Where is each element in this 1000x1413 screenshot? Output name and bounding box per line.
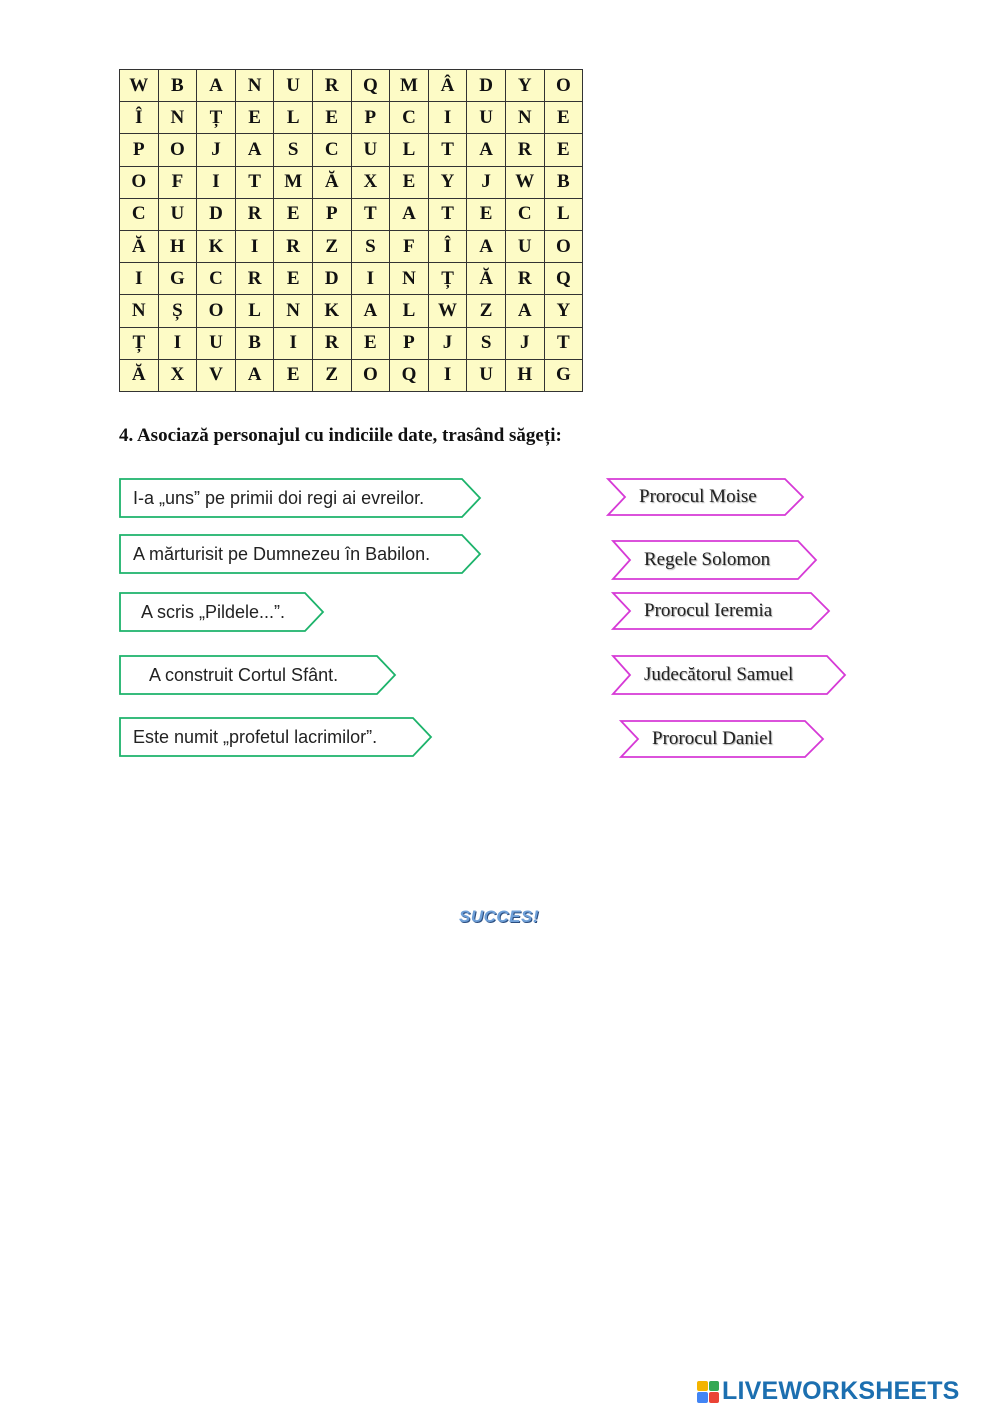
liveworksheets-logo [697,1377,960,1406]
grid-cell[interactable]: L [390,295,429,327]
grid-cell[interactable]: C [390,102,429,134]
grid-cell[interactable]: Q [351,70,390,102]
grid-cell[interactable]: W [428,295,467,327]
grid-cell[interactable]: O [158,134,197,166]
grid-cell[interactable]: X [158,359,197,391]
word-search-grid [119,69,583,392]
grid-cell[interactable]: N [158,102,197,134]
grid-cell[interactable]: P [390,327,429,359]
grid-cell[interactable]: R [505,263,544,295]
grid-cell[interactable]: J [428,327,467,359]
grid-cell[interactable]: J [197,134,236,166]
grid-cell[interactable]: Ă [120,359,159,391]
grid-cell[interactable]: Ă [312,166,351,198]
grid-row [120,134,583,166]
grid-cell[interactable]: Z [312,359,351,391]
grid-cell[interactable]: J [505,327,544,359]
grid-cell[interactable]: D [467,70,506,102]
grid-cell[interactable]: A [351,295,390,327]
grid-cell[interactable]: G [544,359,583,391]
person-text: Prorocul Moise [639,486,757,507]
grid-cell[interactable]: M [274,166,313,198]
grid-cell[interactable]: E [274,263,313,295]
grid-cell[interactable]: A [235,359,274,391]
grid-cell[interactable]: O [544,70,583,102]
grid-cell[interactable]: O [544,230,583,262]
grid-cell[interactable]: V [197,359,236,391]
grid-cell[interactable]: O [197,295,236,327]
grid-cell[interactable]: Q [390,359,429,391]
grid-cell[interactable]: R [274,230,313,262]
grid-cell[interactable]: A [235,134,274,166]
grid-cell[interactable]: K [312,295,351,327]
grid-cell[interactable]: E [312,102,351,134]
clue-text: A scris „Pildele...”. [141,601,286,622]
grid-cell[interactable]: Z [467,295,506,327]
grid-cell[interactable]: H [505,359,544,391]
grid-cell[interactable]: R [312,327,351,359]
grid-cell[interactable]: F [390,230,429,262]
grid-cell[interactable]: B [158,70,197,102]
person-text: Prorocul Ieremia [644,600,773,621]
grid-cell[interactable]: U [467,102,506,134]
grid-cell[interactable]: Â [428,70,467,102]
grid-cell[interactable]: Y [544,295,583,327]
grid-cell[interactable]: D [197,198,236,230]
grid-cell[interactable]: R [505,134,544,166]
grid-cell[interactable]: B [235,327,274,359]
grid-cell[interactable]: N [235,70,274,102]
grid-row [120,102,583,134]
clue-text: A mărturisit pe Dumnezeu în Babilon. [133,543,431,564]
grid-cell[interactable]: P [312,198,351,230]
grid-cell[interactable]: Y [505,70,544,102]
brand-name: LIVEWORKSHEETS [722,1377,960,1405]
grid-cell[interactable]: Ă [467,263,506,295]
grid-cell[interactable]: C [120,198,159,230]
grid-cell[interactable]: A [467,134,506,166]
person-text: Judecătorul Samuel [644,664,794,685]
grid-cell[interactable]: D [312,263,351,295]
person-tag-3[interactable] [612,592,830,630]
grid-cell[interactable]: M [390,70,429,102]
person-tag-1[interactable] [607,478,804,516]
grid-cell[interactable]: E [544,102,583,134]
grid-cell[interactable]: U [197,327,236,359]
grid-cell[interactable]: A [197,70,236,102]
grid-cell[interactable]: E [274,198,313,230]
grid-cell[interactable]: T [428,134,467,166]
grid-cell[interactable]: J [467,166,506,198]
clue-tag-3[interactable] [119,592,324,632]
grid-cell[interactable]: S [351,230,390,262]
grid-cell[interactable]: I [428,102,467,134]
grid-cell[interactable]: Î [428,230,467,262]
grid-cell[interactable]: Ț [428,263,467,295]
grid-cell[interactable]: O [351,359,390,391]
grid-cell[interactable]: E [544,134,583,166]
grid-cell[interactable]: E [467,198,506,230]
grid-cell[interactable]: T [428,198,467,230]
grid-cell[interactable]: N [120,295,159,327]
grid-cell[interactable]: A [390,198,429,230]
grid-cell[interactable]: P [351,102,390,134]
grid-cell[interactable]: L [274,102,313,134]
grid-cell[interactable]: A [505,295,544,327]
grid-cell[interactable]: E [351,327,390,359]
grid-cell[interactable]: C [312,134,351,166]
grid-cell[interactable]: Ț [120,327,159,359]
grid-cell[interactable]: F [158,166,197,198]
person-text: Prorocul Daniel [652,728,773,749]
grid-row [120,263,583,295]
grid-cell[interactable]: P [120,134,159,166]
succes-text: SUCCES! [459,907,540,926]
grid-cell[interactable]: Ă [120,230,159,262]
grid-cell[interactable]: U [467,359,506,391]
grid-cell[interactable]: N [274,295,313,327]
grid-cell[interactable]: S [467,327,506,359]
grid-cell[interactable]: Î [120,102,159,134]
grid-row [120,327,583,359]
grid-cell[interactable]: C [197,263,236,295]
grid-cell[interactable]: Y [428,166,467,198]
person-tag-4[interactable] [612,655,846,695]
grid-cell[interactable]: L [390,134,429,166]
exercise-4-instruction: 4. Asociază personajul cu indiciile date, trasând săgeți: [119,425,562,446]
grid-cell[interactable]: Z [312,230,351,262]
grid-cell[interactable]: N [390,263,429,295]
grid-cell[interactable]: Ș [158,295,197,327]
grid-cell[interactable]: E [274,359,313,391]
clue-text: I-a „uns” pe primii doi regi ai evreilor. [133,487,425,508]
grid-row [120,166,583,198]
grid-cell[interactable]: X [351,166,390,198]
grid-cell[interactable]: W [120,70,159,102]
grid-cell[interactable]: U [351,134,390,166]
grid-cell[interactable]: U [274,70,313,102]
clue-tag-2[interactable] [119,534,481,574]
grid-cell[interactable]: S [274,134,313,166]
grid-cell[interactable]: C [505,198,544,230]
grid-cell[interactable]: O [120,166,159,198]
grid-cell[interactable]: T [235,166,274,198]
clue-text: Este numit „profetul lacrimilor”. [133,726,378,747]
liveworksheets-icon [697,1381,719,1403]
clue-tag-4[interactable] [119,655,396,695]
grid-row [120,70,583,102]
grid-cell[interactable]: L [544,198,583,230]
grid-cell[interactable]: G [158,263,197,295]
grid-cell[interactable]: I [274,327,313,359]
clue-tag-5[interactable] [119,717,432,757]
grid-cell[interactable]: U [158,198,197,230]
grid-cell[interactable]: L [235,295,274,327]
grid-row [120,198,583,230]
grid-cell[interactable]: E [390,166,429,198]
grid-cell[interactable]: I [197,166,236,198]
grid-cell[interactable]: B [544,166,583,198]
grid-cell[interactable]: H [158,230,197,262]
grid-row [120,295,583,327]
grid-row [120,230,583,262]
grid-cell[interactable]: A [467,230,506,262]
grid-cell[interactable]: E [235,102,274,134]
grid-cell[interactable]: Ț [197,102,236,134]
grid-cell[interactable]: U [505,230,544,262]
grid-cell[interactable]: T [544,327,583,359]
person-text: Regele Solomon [644,549,771,570]
grid-cell[interactable]: I [351,263,390,295]
grid-cell[interactable]: R [235,263,274,295]
clue-tag-1[interactable] [119,478,481,518]
grid-row [120,359,583,391]
grid-cell[interactable]: R [235,198,274,230]
grid-cell[interactable]: I [428,359,467,391]
grid-cell[interactable]: I [120,263,159,295]
grid-cell[interactable]: Q [544,263,583,295]
grid-cell[interactable]: W [505,166,544,198]
grid-cell[interactable]: K [197,230,236,262]
clue-text: A construit Cortul Sfânt. [149,664,339,685]
grid-cell[interactable]: I [158,327,197,359]
grid-cell[interactable]: N [505,102,544,134]
grid-cell[interactable]: I [235,230,274,262]
grid-cell[interactable]: T [351,198,390,230]
person-tag-5[interactable] [620,720,824,758]
grid-cell[interactable]: R [312,70,351,102]
person-tag-2[interactable] [612,540,817,580]
